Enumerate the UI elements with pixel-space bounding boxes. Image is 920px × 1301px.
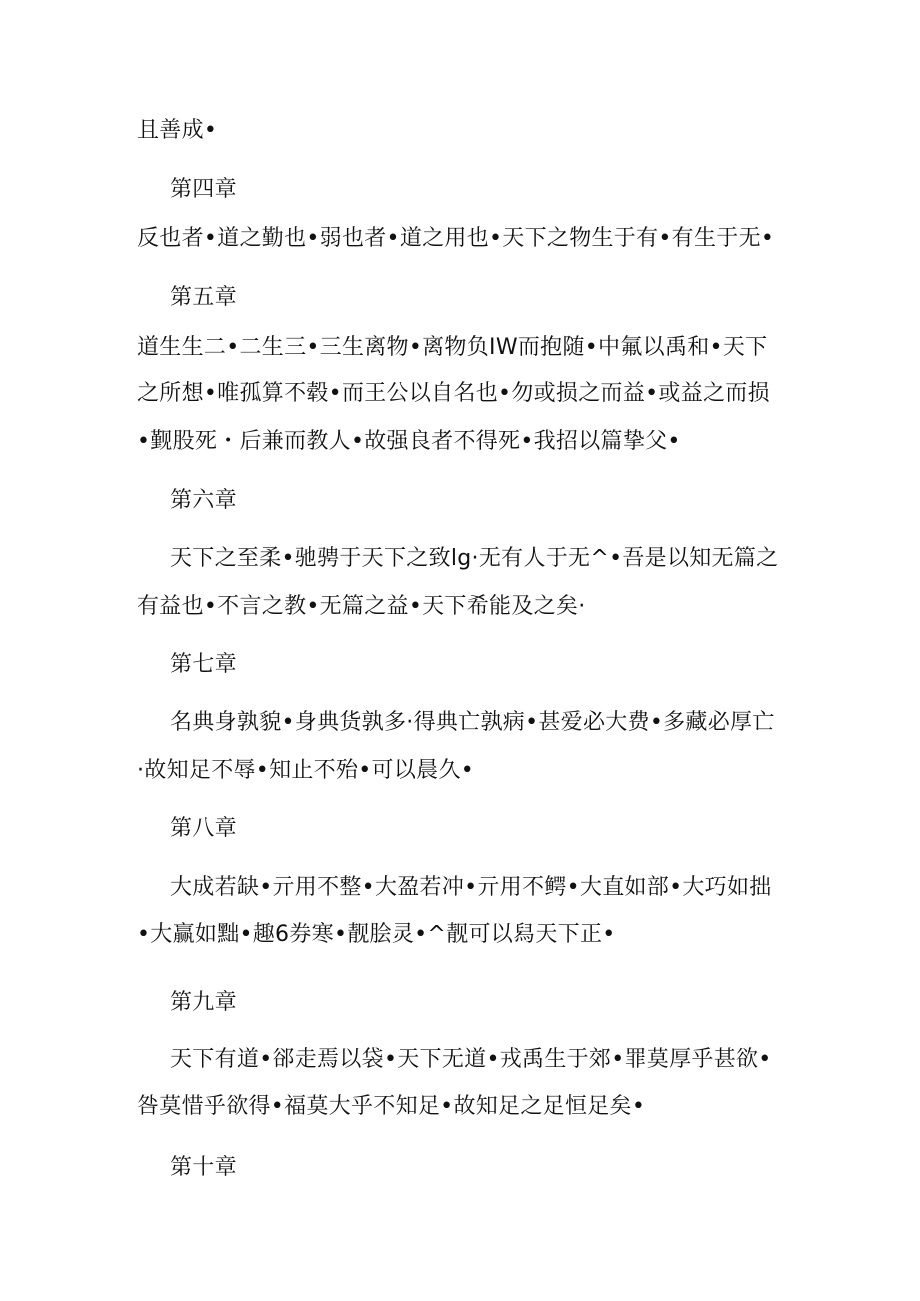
text-line: 天下有道•郤走焉以袋•天下无道•戎禹生于郊•罪莫厚乎甚欲• [170, 1047, 772, 1072]
text-line: 大成若缺•亓用不整•大盈若冲•亓用不鳄•大直如部•大巧如拙 [170, 875, 772, 900]
text-line: •大赢如黜•趣6券寒•靓脍灵•^靓可以舄天下正• [137, 922, 616, 947]
chapter-heading: 第九章 [170, 990, 237, 1015]
text-line: 且善成• [137, 118, 218, 143]
chapter-heading: 第四章 [170, 177, 237, 202]
text-line: •觐股死・后兼而教人•故强良者不得死•我招以篇挚父• [137, 429, 681, 454]
chapter-heading: 第六章 [170, 488, 237, 513]
text-line: ·故知足不辱•知止不殆•可以晨久• [137, 758, 475, 783]
text-line: 天下之至柔•驰骋于天下之致lg·无有人于无^•吾是以知无篇之 [170, 546, 779, 571]
chapter-heading: 第七章 [170, 652, 237, 677]
chapter-heading: 第十章 [170, 1155, 237, 1180]
text-line: 之所想•唯孤算不毂•而王公以自名也•勿或损之而益•或益之而损 [137, 381, 770, 406]
chapter-heading: 第五章 [170, 285, 237, 310]
text-line: 有益也•不言之教•无篇之益•天下希能及之矣· [137, 594, 586, 619]
text-line: 名典身孰貌•身典货孰多·得典亡孰病•甚爱必大费•多藏必厚亡 [170, 710, 775, 735]
text-line: 反也者•道之勤也•弱也者•道之用也•天下之物生于有•有生于无• [137, 226, 775, 251]
text-line: 咎莫惜乎欲得•福莫大乎不知足•故知足之足恒足矣• [137, 1094, 646, 1119]
text-line: 道生生二•二生三•三生离物•离物负IW而抱随•中氟以禹和•天下 [137, 335, 768, 360]
chapter-heading: 第八章 [170, 816, 237, 841]
